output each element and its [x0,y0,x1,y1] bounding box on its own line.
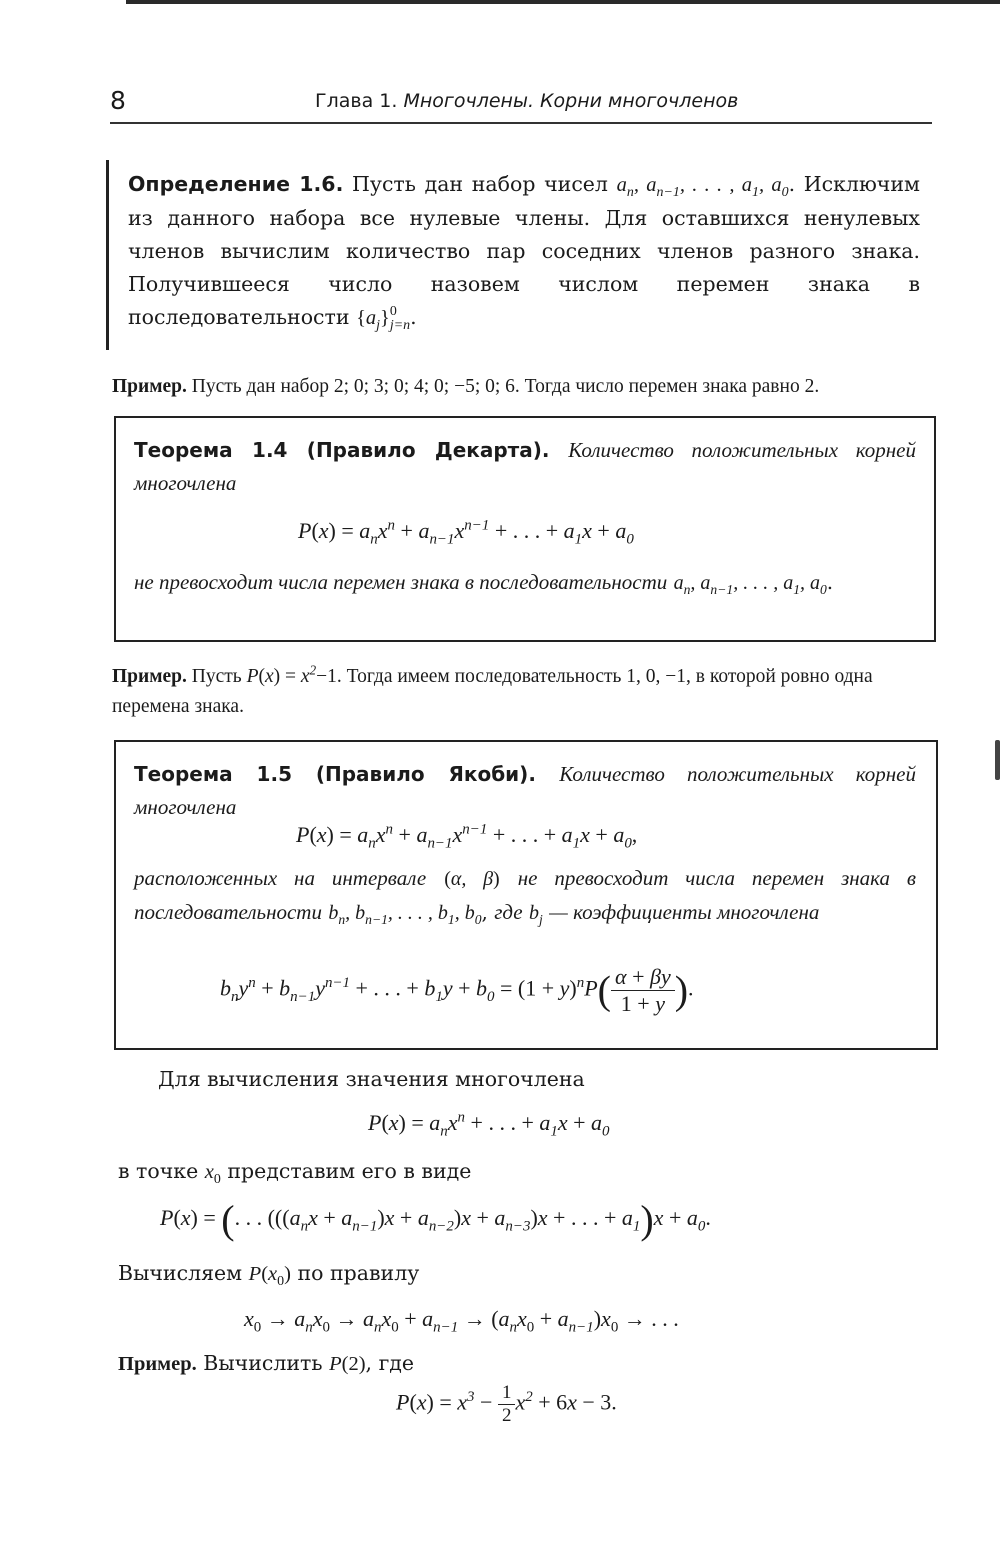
theorem-1-5-bj: $b_j$ [529,902,543,927]
definition-formula-set: $\{a_j\}$ 0 j=n [356,304,411,334]
body-paragraph-3 [118,1258,419,1289]
example-1-text: Пусть дан набор 2; 0; 3; 0; 4; 0; −5; 0; 6. Тогда число перемен знака равно 2. [191,376,820,397]
example-2-text-1: Пусть [191,666,242,687]
theorem-1-4-box [114,416,936,642]
definition-label: Определение 1.6. [128,172,344,196]
theorem-1-5-box [114,740,938,1050]
theorem-1-5-formula-1: $P(x) = a_nx^n + a_{n-1}x^{n-1}$ + . . . + $a_1x + a_0$, [296,821,638,852]
example-3 [118,1348,414,1379]
theorem-1-5-text-2: расположенных на интервале [134,866,427,890]
page-edge-mark [995,740,1000,780]
theorem-1-5-interval: (α, β) [444,868,500,890]
theorem-1-4-label: Теорема 1.4 (Правило Декарта). [134,438,550,462]
example-3-label: Пример. [118,1353,197,1375]
example-1-label: Пример. [112,376,187,397]
theorem-1-5-intro [134,758,916,824]
theorem-1-5-formula-2: $b_ny^n + b_{n-1}y^{n-1}$ + . . . + $b_1y + b_0 = (1 + y)^nP$( $\frac{\alpha + \beta y}{1 + y}$ ). [220,964,694,1016]
theorem-1-5-label: Теорема 1.5 (Правило Якоби). [134,762,536,786]
theorem-1-5-text-3: не превосходит числа перемен знака в последовательности [134,866,916,924]
body-x0: $x_0$ [204,1161,221,1188]
body-paragraph-2-b: представим его в виде [227,1159,472,1183]
example-3-text-a: Вычислить [203,1351,323,1375]
body-px0: $P(x_0)$ [248,1263,291,1290]
body-formula-polynomial: $P(x) = a_nx^n$ + . . . + $a_1x + a_0$ [368,1109,610,1140]
example-2-formula: $P(x) = x^2-1$ [246,662,337,687]
example-2-label: Пример. [112,666,187,687]
definition-text-2: Исключим из данного набора все нулевые члены. Для оставшихся ненулевых членов вычислим количество пар соседних членов разного знака. Получившееся число назовем числом перемен знака в последовательности [128,172,920,329]
definition-1-6: Определение 1.6. Пусть дан набор чисел $a_n$, $a_{n-1}$, . . . , $a_1$, $a_0$. Исключим из данного набора все нулевые члены. Для оставшихся ненулевых членов вычислим количество пар соседних членов разного знака. Получившееся число назовем числом перемен знака в последовательности $\{a_j\}$ 0 j=n . [128,172,920,334]
chapter-heading [315,90,738,112]
example-2 [112,662,934,722]
example-3-p2: P(2) [329,1353,366,1375]
body-formula-rule: $x_0 \to a_nx_0 \to a_nx_0 + a_{n-1} \to (a_nx_0 + a_{n-1})x_0$ → . . . [244,1306,679,1336]
definition-formula-sequence: $a_n$, $a_{n-1}$, . . . , $a_1$, $a_0$ [616,174,789,201]
page-number: 8 [110,86,126,115]
theorem-1-4-text-2: не превосходит числа перемен знака в последовательности [134,570,668,594]
definition-text-1: Пусть дан набор чисел [352,172,608,196]
example-3-text-b: , где [365,1351,415,1375]
top-rule [126,0,1000,4]
theorem-1-5-text-4: где [494,900,523,924]
theorem-1-5-text-5: — коэффициенты многочлена [549,900,820,924]
chapter-title: Многочлены. Корни многочленов [403,90,739,112]
body-paragraph-2 [118,1156,471,1187]
theorem-1-5-text-1: Количество положительных корней многочлена [134,762,917,819]
body-formula-horner: P(x) = (. . . $(((a_nx + a_{n-1})x + a_{n-2})x + a_{n-3})x$ + . . . + $a_1)x + a_0$. [160,1197,711,1242]
theorem-1-4-intro [134,434,916,500]
definition-bar [106,160,109,350]
theorem-1-4-formula: $P(x) = a_nx^n + a_{n-1}x^{n-1}$ + . . . + $a_1x + a_0$ [298,517,634,548]
example-1 [112,372,934,402]
chapter-label: Глава 1. [315,90,398,112]
body-paragraph-2-a: в точке [118,1159,199,1183]
body-paragraph-3-a: Вычисляем [118,1261,243,1285]
theorem-1-4-sequence: $a_n$, $a_{n-1}$, . . . , $a_1$, $a_0$ [673,572,827,597]
theorem-1-4-text-1: Количество положительных корней многочлена [134,438,916,495]
theorem-1-5-sequence: $b_n$, $b_{n-1}$, . . . , $b_1$, $b_0$ [328,902,482,927]
body-paragraph-3-b: по правилу [297,1261,420,1285]
example-3-formula: $P(x) = x^3$ − $\frac{1}{2}$ $x^2 + 6x - 3$. [396,1382,617,1426]
theorem-1-4-conclusion: не превосходит числа перемен знака в последовательности $a_n$, $a_{n-1}$, . . . , $a_1$, $a_0$. [134,570,834,597]
theorem-1-5-body: расположенных на интервале (α, β) не превосходит числа перемен знака в последовательности $b_n$, $b_{n-1}$, . . . , $b_1$, $b_0$, где $b_j$ — коэффициенты многочлена [134,866,916,927]
example-2-text-2: . Тогда имеем последовательность 1, 0, −1, в которой ровно одна перемена знака. [112,666,873,717]
running-header [110,86,932,124]
body-paragraph-1: Для вычисления значения многочлена [158,1067,585,1091]
